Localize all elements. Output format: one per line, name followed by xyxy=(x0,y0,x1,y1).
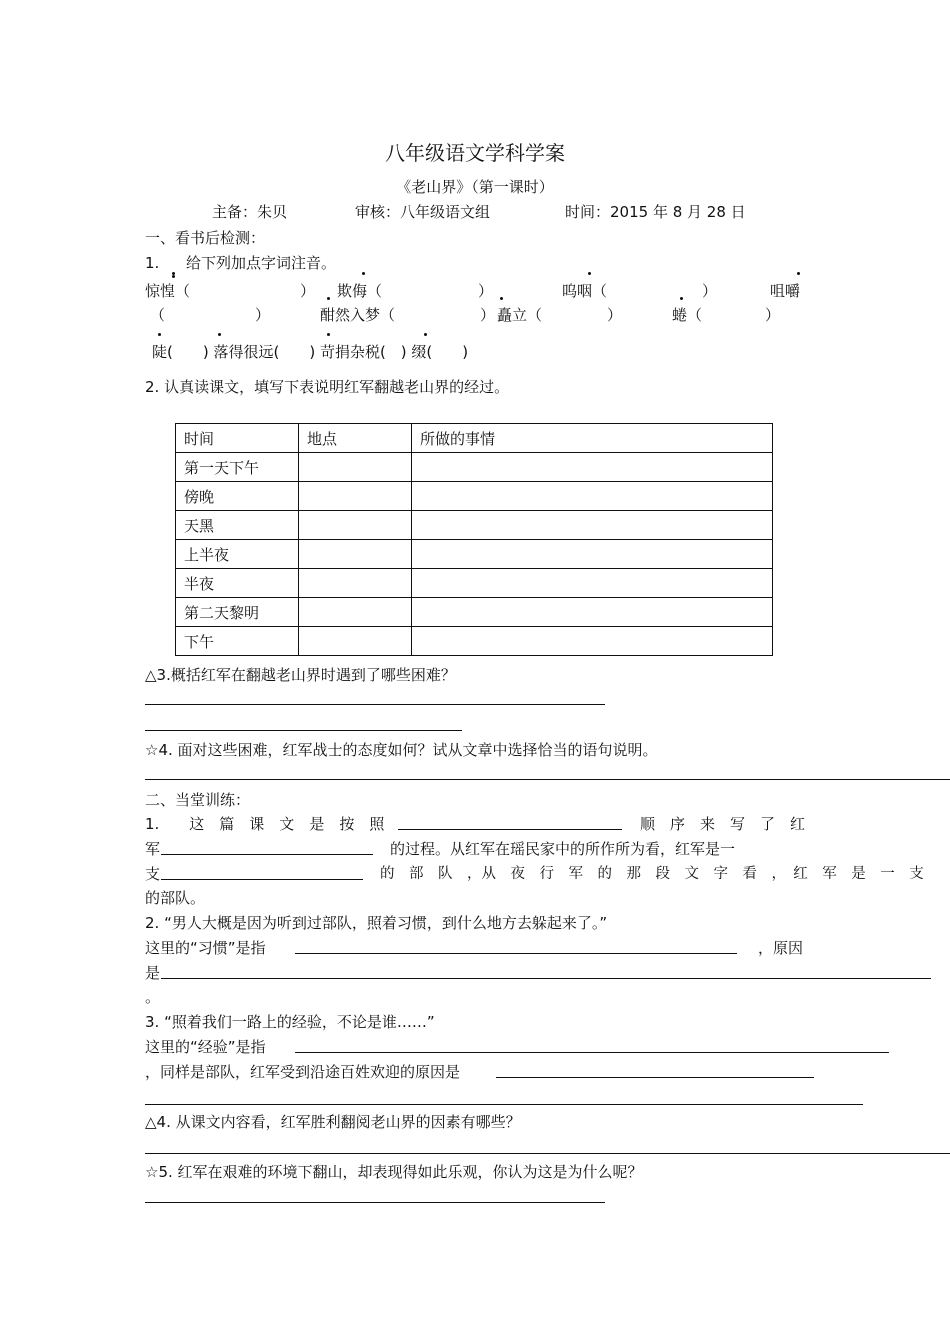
paren-close: ） xyxy=(255,306,271,324)
word-quan: 蜷（ xyxy=(672,306,703,324)
header-place: 地点 xyxy=(299,424,412,453)
table-header-row xyxy=(176,424,773,453)
emphasis-dot xyxy=(218,333,221,336)
table-row xyxy=(176,627,773,656)
s2-q2-quote: 2. “男人大概是因为听到过部队，照着习惯，到什么地方去躲起来了。” xyxy=(145,914,608,932)
journey-table xyxy=(175,423,773,656)
table-row xyxy=(176,453,773,482)
answer-blank[interactable] xyxy=(398,815,622,830)
word-wuyan: 呜咽（ xyxy=(562,282,608,300)
word-jinghuang: 惊惶（ xyxy=(145,282,191,300)
s2-q1-line2-start: 军 xyxy=(145,840,161,858)
s2-q2-line3: 。 xyxy=(145,988,161,1006)
s2-q1-line1-start: 1. 这 篇 课 文 是 按 照 xyxy=(145,815,385,833)
meta-reviewer: 审核：八年级语文组 xyxy=(355,203,491,221)
s2-q2-line1-start: 这里的“习惯”是指 xyxy=(145,939,266,957)
row-events-cell[interactable] xyxy=(412,453,773,482)
answer-line[interactable] xyxy=(145,730,462,731)
emphasis-dot xyxy=(172,272,175,275)
emphasis-dot xyxy=(327,297,330,300)
row-place-cell[interactable] xyxy=(299,453,412,482)
word-jinghuang-close: ） xyxy=(300,282,316,300)
answer-blank[interactable] xyxy=(161,840,373,855)
answer-blank[interactable] xyxy=(161,865,363,880)
q4-prompt: ☆4. 面对这些困难，红军战士的态度如何？试从文章中选择恰当的语句说明。 xyxy=(145,741,658,759)
row-events-cell[interactable] xyxy=(412,569,773,598)
emphasis-dot xyxy=(362,272,365,275)
emphasis-dot xyxy=(680,297,683,300)
s2-q2-line1-end: ，原因 xyxy=(758,939,804,957)
word-hanranrumeng-close: ） xyxy=(480,306,496,324)
answer-line[interactable] xyxy=(145,704,605,705)
section2-heading: 二、当堂训练： xyxy=(145,791,251,809)
answer-line[interactable] xyxy=(145,779,950,780)
s2-q2-line2: 是 xyxy=(145,964,161,982)
s2-q1-line3-end: 的 部 队 ，从 夜 行 军 的 那 段 文 字 看 ， 红 军 是 一 支 xyxy=(380,866,924,882)
row-time: 天黑 xyxy=(176,511,299,540)
s2-q3-line2: ，同样是部队，红军受到沿途百姓欢迎的原因是 xyxy=(145,1063,461,1081)
row-place-cell[interactable] xyxy=(299,598,412,627)
q1-instruction: 给下列加点字词注音。 xyxy=(186,254,337,272)
row-place-cell[interactable] xyxy=(299,540,412,569)
q3-prompt: △3.概括红军在翻越老山界时遇到了哪些困难？ xyxy=(145,666,456,684)
row-events-cell[interactable] xyxy=(412,627,773,656)
answer-line[interactable] xyxy=(145,1153,950,1154)
answer-blank[interactable] xyxy=(496,1063,814,1078)
row-time: 下午 xyxy=(176,627,299,656)
s2-q1-line4: 的部队。 xyxy=(145,889,206,907)
word-quan-close: ） xyxy=(765,306,781,324)
row-place-cell[interactable] xyxy=(299,627,412,656)
table-row xyxy=(176,569,773,598)
word-chuli-close: ） xyxy=(607,306,623,324)
row-place-cell[interactable] xyxy=(299,511,412,540)
row-time: 半夜 xyxy=(176,569,299,598)
s2-q1-line3-start: 支 xyxy=(145,865,161,883)
table-row xyxy=(176,511,773,540)
emphasis-dot xyxy=(588,272,591,275)
header-time: 时间 xyxy=(176,424,299,453)
meta-editor: 主备：朱贝 xyxy=(212,203,288,221)
word-jujue: 咀嚼 xyxy=(770,282,801,300)
s2-q3-quote: 3. “照着我们一路上的经验，不论是谁……” xyxy=(145,1013,435,1031)
row-events-cell[interactable] xyxy=(412,598,773,627)
answer-blank[interactable] xyxy=(295,939,737,954)
s2-q4-prompt: △4. 从课文内容看，红军胜利翻阅老山界的因素有哪些？ xyxy=(145,1113,521,1131)
word-row-3: 陡( ) 落得很远( ) 苛捐杂税( ) 缀( ) xyxy=(152,343,469,361)
row-events-cell[interactable] xyxy=(412,482,773,511)
row-events-cell[interactable] xyxy=(412,540,773,569)
emphasis-dot xyxy=(424,333,427,336)
word-hanranrumeng: 酣然入梦（ xyxy=(320,306,396,324)
emphasis-dot xyxy=(797,272,800,275)
word-qiwu: 欺侮（ xyxy=(337,282,383,300)
answer-line[interactable] xyxy=(145,1202,605,1203)
row-time: 上半夜 xyxy=(176,540,299,569)
row-time: 第二天黎明 xyxy=(176,598,299,627)
s2-q5-prompt: ☆5. 红军在艰难的环境下翻山，却表现得如此乐观，你认为这是为什么呢？ xyxy=(145,1163,643,1181)
word-qiwu-close: ） xyxy=(478,282,494,300)
emphasis-dot xyxy=(327,333,330,336)
lesson-subtitle: 《老山界》（第一课时） xyxy=(396,178,554,196)
row-time: 傍晚 xyxy=(176,482,299,511)
page-title: 八年级语文学科学案 xyxy=(385,141,565,165)
s2-q1-line1-end: 顺 序 来 写 了 红 xyxy=(640,815,806,833)
answer-blank[interactable] xyxy=(295,1038,889,1053)
table-row xyxy=(176,482,773,511)
q1-number: 1. xyxy=(145,254,160,272)
section1-heading: 一、看书后检测： xyxy=(145,229,266,247)
table-row xyxy=(176,598,773,627)
row-events-cell[interactable] xyxy=(412,511,773,540)
answer-blank[interactable] xyxy=(161,964,931,979)
meta-date: 时间：2015 年 8 月 28 日 xyxy=(565,203,746,221)
emphasis-dot xyxy=(158,333,161,336)
q2-instruction: 2. 认真读课文，填写下表说明红军翻越老山界的经过。 xyxy=(145,378,510,396)
answer-blank[interactable] xyxy=(145,1090,863,1105)
row-place-cell[interactable] xyxy=(299,569,412,598)
header-events: 所做的事情 xyxy=(412,424,773,453)
word-wuyan-close: ） xyxy=(702,282,718,300)
word-chuli: 矗立（ xyxy=(497,306,543,324)
table-row xyxy=(176,540,773,569)
s2-q1-line2-end: 的过程。从红军在瑶民家中的所作所为看，红军是一 xyxy=(390,840,736,858)
emphasis-dot xyxy=(500,297,503,300)
paren-open: （ xyxy=(150,306,166,324)
s2-q3-line1: 这里的“经验”是指 xyxy=(145,1038,266,1056)
row-time: 第一天下午 xyxy=(176,453,299,482)
row-place-cell[interactable] xyxy=(299,482,412,511)
